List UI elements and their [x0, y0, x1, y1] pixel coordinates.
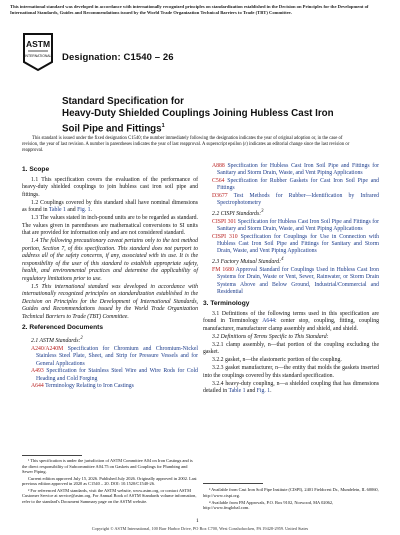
paragraph-1-2: 1.2 Couplings covered by this standard shall have nominal dimensions as found in Table 1 and Fig. 1.	[22, 199, 198, 214]
document-title	[62, 96, 362, 135]
footnote-4: ⁴ Available from FM Approvals, P.O. Box 9102, Norwood, MA 02062, http://www.fmglobal.com.	[203, 499, 334, 511]
designation	[62, 52, 174, 63]
reference-item[interactable]: CISPI 301 Specification for Hubless Cast Iron Soil Pipe and Fittings for Sanitary and Storm Drain, Waste, and Vent Piping Applications	[212, 218, 380, 233]
international-notice: This international standard was developed in accordance with internationally recognized principles on standardization established in the Decision on Principles for the Development of International Standards, Guides and Recommendations issued by the World Trade Organization Technical Barriers to Trade (TBT) Committee.	[10, 4, 369, 15]
cispi-reference-list	[203, 219, 379, 256]
paragraph-2-3: 2.3 Factory Mutual Standard:$^4$	[212, 256, 284, 265]
footnote-1: ¹ This specification is under the jurisdiction of ASTM Committee A04 on Iron Castings and is the direct responsibility of Subcommittee A04.75 on Gaskets and Couplings for Plumbing and Sewer Piping.	[22, 458, 193, 475]
footnote-1-edition: Current edition approved July 15, 2026. Published July 2026. Originally approved in 2002. Last previous edition approved in 2020 as C1540 – 20. DOI: 10.1520/C1540-26.	[22, 475, 197, 487]
title-line-3: Soil Pipe and Fittings$^1$	[62, 123, 165, 135]
astm-reference-list	[22, 346, 198, 391]
reference-item[interactable]: D3677 Test Methods for Rubber—Identification by Infrared Spectrophotometry	[212, 192, 379, 207]
paragraph-2-2: 2.2 CISPI Standards:$^3$	[212, 208, 264, 217]
paragraph-3-1: 3.1 Definitions of the following terms used in this specification are found in Terminology A644: center stop, coupling, fitting, coupling manufacturer, manufacturer clamp assembly and shield, and shield.	[203, 310, 379, 332]
fig-1-link[interactable]: Fig. 1	[256, 388, 271, 395]
fig-1-link[interactable]: Fig. 1	[77, 207, 91, 214]
fm-reference-list	[203, 267, 379, 297]
table-1-link[interactable]: Table 1	[228, 388, 246, 395]
page-number: 1	[196, 518, 199, 524]
a644-link[interactable]: A644	[262, 318, 275, 325]
designation-label: Designation:	[62, 52, 121, 63]
footnote-2: ² For referenced ASTM standards, visit the ASTM website, www.astm.org, or contact ASTM Customer Service at service@astm.org. For Annual Book of ASTM Standards volume information, refer to the standard's Document Summary page on the ASTM website.	[22, 487, 197, 504]
reference-item[interactable]: A888 Specification for Hubless Cast Iron Soil Pipe and Fittings for Sanitary and Storm Drain, Waste, and Vent Piping Applications	[212, 163, 380, 177]
reference-item[interactable]: FM 1680 Approval Standard for Couplings Used in Hubless Cast Iron Systems for Drain, Waste or Vent, Sewer, Rainwater, or Storm Drain Systems Above and Below Ground, Industrial/Commercial and Residential	[212, 266, 380, 296]
svg-text:ASTM: ASTM	[25, 39, 51, 49]
right-column	[203, 163, 379, 396]
paragraph-3-2-1: 3.2.1 clamp assembly, n—that portion of the coupling excluding the gasket.	[203, 341, 379, 356]
reference-item[interactable]: A493 Specification for Stainless Steel Wire and Wire Rods for Cold Heading and Cold Forging	[31, 368, 199, 382]
footnotes-right	[203, 487, 379, 512]
footnote-divider	[203, 483, 263, 484]
footnotes-left	[22, 458, 198, 505]
paragraph-3-2-3: 3.2.3 gasket manufacturer, n—the entity that molds the gaskets inserted into the couplings covered by this standard specification.	[203, 365, 379, 379]
paragraph-3-2-4: 3.2.4 heavy-duty coupling, n—a shielded coupling that has dimensions detailed in Table 1 and Fig. 1.	[203, 380, 379, 395]
standard-issue-note: This standard is issued under the fixed designation C1540; the number immediately following the designation indicates the year of original adoption or, in the case of revision, the year of last revision. A number in parentheses indicates the year of last reapproval. A superscript epsilon (ε) indicates an editorial change since the last revision or reapproval.	[22, 136, 350, 154]
paragraph-1-3: 1.3 The values stated in inch-pound units are to be regarded as standard. The values given in parentheses are mathematical conversions to SI units that are provided for information only and are not considered standard.	[22, 215, 198, 237]
section-heading-scope: 1. Scope	[22, 166, 50, 173]
paragraph-1-4: 1.4 The following precautionary caveat pertains only to the test method portion, Section 7, of this specification. This standard does not purport to address all of the safety concerns, if any, associated with its use. It is the responsibility of the user of this standard to establish appropriate safety, health, and environmental practices and determine the applicability of regulatory limitations prior to use.	[22, 238, 198, 282]
astm-logo	[22, 32, 54, 72]
footnote-divider	[22, 455, 82, 456]
paragraph-3-2-2: 3.2.2 gasket, n—the elastomeric portion of the coupling.	[212, 357, 342, 364]
paragraph-2-1: 2.1 ASTM Standards:$^2$	[31, 335, 83, 344]
copyright-footer: Copyright © ASTM International, 100 Barr Harbor Drive, PO Box C700, West Conshohocken, PA 19428-2959. United States	[91, 526, 309, 531]
section-heading-referenced-documents: 2. Referenced Documents	[22, 323, 103, 331]
table-1-link[interactable]: Table 1	[48, 207, 66, 214]
reference-item[interactable]: A240/A240M Specification for Chromium and Chromium-Nickel Stainless Steel Plate, Sheet, and Strip for Pressure Vessels and for General Applications	[31, 345, 199, 367]
paragraph-1-1: 1.1 This specification covers the evaluation of the performance of heavy-duty shielded couplings to join hubless cast iron soil pipe and fittings.	[22, 177, 198, 198]
left-column	[22, 163, 198, 391]
footnote-3: ³ Available from Cast Iron Soil Pipe Institute (CISPI), 2401 Fieldcrest Dr., Mundelein, IL 60060, http://www.cispi.org.	[203, 487, 379, 498]
reference-item[interactable]: A644 Terminology Relating to Iron Castings	[31, 383, 134, 390]
svg-text:INTERNATIONAL: INTERNATIONAL	[24, 54, 52, 58]
designation-value: C1540 – 26	[123, 52, 174, 63]
reference-item[interactable]: CISPI 310 Specification for Couplings for Use in Connection with Hubless Cast Iron Soil Pipe and Fittings for Sanitary and Storm Drain, Waste, and Vent Piping Applications	[212, 233, 380, 255]
section-heading-terminology: 3. Terminology	[203, 299, 250, 307]
paragraph-3-2: 3.2 Definitions of Terms Specific to This Standard:	[212, 333, 329, 340]
title-line-1: Standard Specification for	[62, 96, 184, 107]
astm-reference-list-continued	[203, 163, 379, 208]
paragraph-1-5: 1.5 This international standard was developed in accordance with internationally recognized principles on standardization established in the Decision on Principles for the Development of International Standards, Guides and Recommendations issued by the World Trade Organization Technical Barriers to Trade (TBT) Committee.	[22, 283, 198, 320]
title-line-2: Heavy-Duty Shielded Couplings Joining Hubless Cast Iron	[62, 108, 334, 119]
title-footnote-mark[interactable]: 1	[161, 123, 165, 129]
reference-item[interactable]: C564 Specification for Rubber Gaskets for Cast Iron Soil Pipe and Fittings	[212, 177, 379, 192]
